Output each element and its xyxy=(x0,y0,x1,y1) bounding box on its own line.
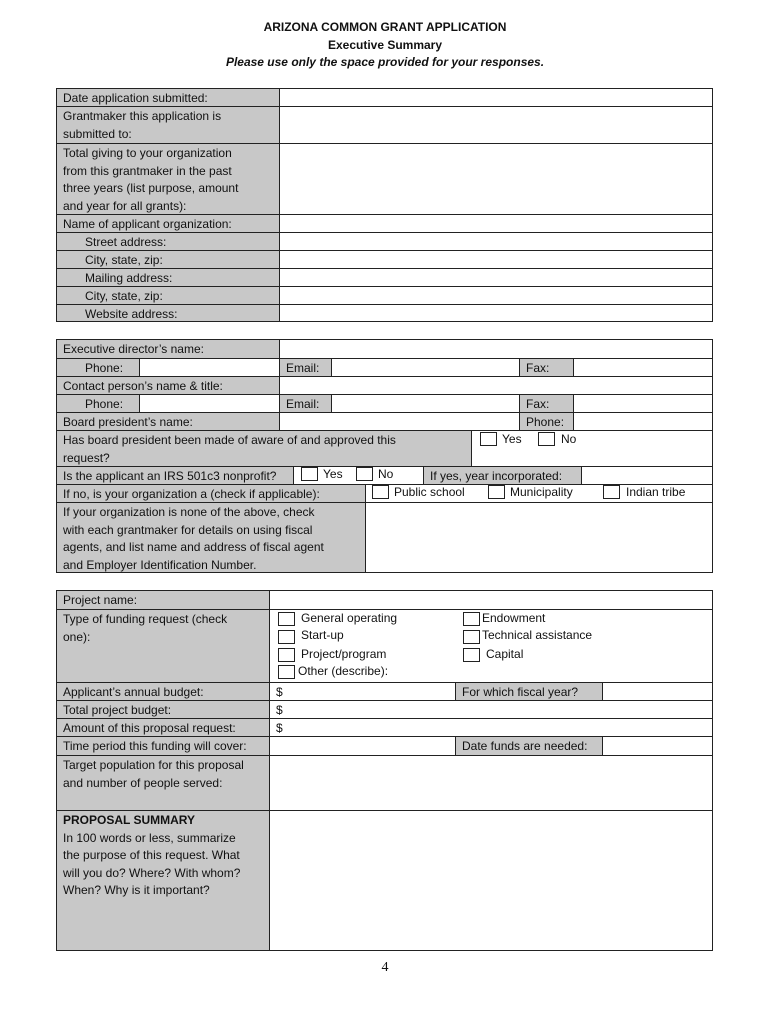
public-school-checkbox[interactable] xyxy=(372,485,389,499)
mailing-address-field[interactable] xyxy=(279,268,712,286)
amount-request-label: Amount of this proposal request: xyxy=(57,718,269,736)
contact-fax-label: Fax: xyxy=(519,394,573,412)
total-giving-line4: and year for all grants): xyxy=(63,198,187,213)
annual-budget-label: Applicant’s annual budget: xyxy=(57,682,269,700)
capital-label: Capital xyxy=(486,647,524,661)
contact-email-field[interactable] xyxy=(331,394,519,412)
grantmaker-label xyxy=(57,106,279,143)
time-period-field[interactable] xyxy=(269,736,455,755)
date-submitted-field[interactable] xyxy=(279,89,712,106)
board-phone-field[interactable] xyxy=(573,412,712,430)
exec-phone-field[interactable] xyxy=(139,358,279,376)
exec-director-label: Executive director’s name: xyxy=(57,340,279,358)
org-name-field[interactable] xyxy=(279,214,712,232)
total-budget-field[interactable]: $ xyxy=(269,700,712,718)
date-submitted-label: Date application submitted: xyxy=(57,89,279,106)
capital-checkbox[interactable] xyxy=(463,648,480,662)
fiscal-agent-line2: with each grantmaker for details on using fiscal xyxy=(63,522,313,537)
contact-phone-field[interactable] xyxy=(139,394,279,412)
contact-person-field[interactable] xyxy=(279,376,712,394)
total-giving-field[interactable] xyxy=(279,143,712,214)
endowment-label: Endowment xyxy=(482,611,546,625)
proposal-summary-line1: In 100 words or less, summarize xyxy=(63,830,236,845)
irs-yes-label: Yes xyxy=(323,467,343,481)
other-label: Other (describe): xyxy=(298,664,389,678)
board-approved-yes-label: Yes xyxy=(502,432,522,446)
general-operating-label: General operating xyxy=(301,611,398,625)
indian-tribe-label: Indian tribe xyxy=(626,485,686,499)
startup-checkbox[interactable] xyxy=(278,630,295,644)
contacts-table xyxy=(56,339,713,573)
board-approved-no-checkbox[interactable] xyxy=(538,432,555,446)
total-giving-label xyxy=(57,143,279,214)
street-address-field[interactable] xyxy=(279,232,712,250)
municipality-label: Municipality xyxy=(510,485,573,499)
form-title: ARIZONA COMMON GRANT APPLICATION xyxy=(263,20,507,34)
funding-type-label xyxy=(57,609,269,682)
page-number: 4 xyxy=(381,960,389,975)
total-giving-line3: three years (list purpose, amount xyxy=(63,181,239,195)
project-program-label: Project/program xyxy=(301,647,387,661)
endowment-checkbox[interactable] xyxy=(463,612,480,626)
board-president-label: Board president’s name: xyxy=(57,412,279,430)
website-label: Website address: xyxy=(57,304,279,321)
fiscal-agent-label xyxy=(57,502,365,572)
org-name-label: Name of applicant organization: xyxy=(57,214,279,232)
year-incorporated-label: If yes, year incorporated: xyxy=(423,466,581,484)
proposal-summary-line4: When? Why is it important? xyxy=(63,883,210,897)
exec-fax-label: Fax: xyxy=(519,358,573,376)
exec-email-field[interactable] xyxy=(331,358,519,376)
total-budget-label: Total project budget: xyxy=(57,700,269,718)
board-president-field[interactable] xyxy=(279,412,519,430)
general-operating-checkbox[interactable] xyxy=(278,612,295,626)
website-field[interactable] xyxy=(279,304,712,321)
technical-assistance-checkbox[interactable] xyxy=(463,630,480,644)
funding-type-line2: one): xyxy=(63,629,91,644)
street-address-label: Street address: xyxy=(57,232,279,250)
annual-budget-field[interactable]: $ xyxy=(269,682,455,700)
form-instruction: Please use only the space provided for your responses. xyxy=(225,55,545,69)
fiscal-agent-line3: agents, and list name and address of fiscal agent xyxy=(63,540,324,554)
date-needed-label: Date funds are needed: xyxy=(455,736,602,755)
irs-no-checkbox[interactable] xyxy=(356,467,373,481)
municipality-checkbox[interactable] xyxy=(488,485,505,499)
contact-person-label: Contact person’s name & title: xyxy=(57,376,279,394)
form-subtitle: Executive Summary xyxy=(327,38,443,52)
board-phone-label: Phone: xyxy=(519,412,573,430)
public-school-label: Public school xyxy=(394,485,465,499)
project-program-checkbox[interactable] xyxy=(278,648,295,662)
city-state-zip-field[interactable] xyxy=(279,250,712,268)
mailing-city-state-zip-label: City, state, zip: xyxy=(57,286,279,304)
proposal-summary-title: PROPOSAL SUMMARY xyxy=(63,813,196,827)
technical-assistance-label: Technical assistance xyxy=(482,628,593,642)
total-giving-line2: from this grantmaker in the past xyxy=(63,163,232,178)
grantmaker-label-line2: submitted to: xyxy=(63,126,132,141)
target-population-line2: and number of people served: xyxy=(63,775,223,790)
irs-label: Is the applicant an IRS 501c3 nonprofit? xyxy=(57,466,293,484)
board-approved-no-label: No xyxy=(561,432,577,446)
fiscal-agent-line1: If your organization is none of the above, check xyxy=(63,505,315,519)
date-needed-field[interactable] xyxy=(602,736,712,755)
board-approved-line1: Has board president been made of aware of and approved this xyxy=(63,433,396,447)
project-table xyxy=(56,590,713,951)
total-giving-line1: Total giving to your organization xyxy=(63,146,232,160)
grantmaker-label-line1: Grantmaker this application is xyxy=(63,109,222,123)
irs-no-label: No xyxy=(378,467,394,481)
proposal-summary-line2: the purpose of this request. What xyxy=(63,848,240,862)
contact-phone-label: Phone: xyxy=(57,394,139,412)
board-approved-line2: request? xyxy=(63,450,110,465)
board-approved-yes-checkbox[interactable] xyxy=(480,432,497,446)
startup-label: Start-up xyxy=(301,628,344,642)
mailing-city-state-zip-field[interactable] xyxy=(279,286,712,304)
organization-info-table xyxy=(56,88,713,322)
irs-yes-checkbox[interactable] xyxy=(301,467,318,481)
mailing-address-label: Mailing address: xyxy=(57,268,279,286)
proposal-summary-label xyxy=(57,810,269,950)
project-name-label: Project name: xyxy=(57,591,269,609)
indian-tribe-checkbox[interactable] xyxy=(603,485,620,499)
funding-type-line1: Type of funding request (check xyxy=(63,612,228,626)
fiscal-agent-line4: and Employer Identification Number. xyxy=(63,557,257,572)
exec-director-field[interactable] xyxy=(279,340,712,358)
time-period-label: Time period this funding will cover: xyxy=(57,736,269,755)
exec-phone-label: Phone: xyxy=(57,358,139,376)
grantmaker-field[interactable] xyxy=(279,106,712,143)
target-population-label xyxy=(57,755,269,810)
target-population-line1: Target population for this proposal xyxy=(63,758,244,772)
city-state-zip-label: City, state, zip: xyxy=(57,250,279,268)
exec-email-label: Email: xyxy=(279,358,331,376)
if-no-label: If no, is your organization a (check if applicable): xyxy=(57,484,365,502)
proposal-summary-field[interactable] xyxy=(269,810,712,950)
target-population-field[interactable] xyxy=(269,755,712,810)
fiscal-year-label: For which fiscal year? xyxy=(455,682,602,700)
year-incorporated-field[interactable] xyxy=(581,466,712,484)
contact-fax-field[interactable] xyxy=(573,394,712,412)
fiscal-agent-field[interactable] xyxy=(365,502,712,572)
board-approved-label xyxy=(57,430,471,466)
fiscal-year-field[interactable] xyxy=(602,682,712,700)
exec-fax-field[interactable] xyxy=(573,358,712,376)
proposal-summary-line3: will you do? Where? With whom? xyxy=(63,865,241,880)
project-name-field[interactable] xyxy=(269,591,712,609)
amount-request-field[interactable]: $ xyxy=(269,718,712,736)
other-checkbox[interactable] xyxy=(278,665,295,679)
contact-email-label: Email: xyxy=(279,394,331,412)
